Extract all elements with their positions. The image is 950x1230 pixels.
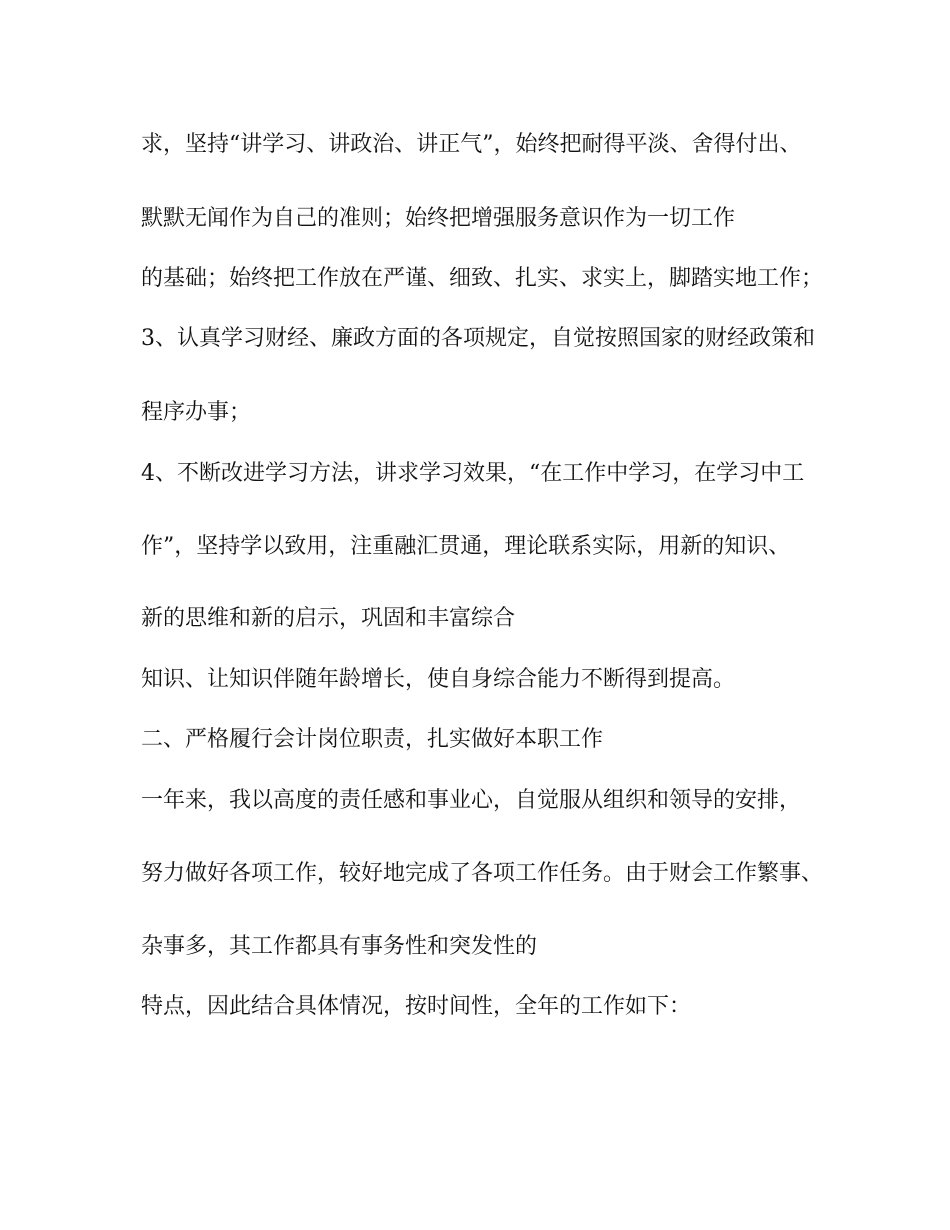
- list-item-4: 4、不断改进学习方法，讲求学习效果，“在工作中学习，在学习中工: [141, 461, 805, 486]
- text-line: 程序办事；: [141, 400, 252, 425]
- text-line: 杂事多，其工作都具有事务性和突发性的: [141, 934, 538, 959]
- text-line: 努力做好各项工作，较好地完成了各项工作任务。由于财会工作繁事、: [141, 861, 824, 886]
- text-line: 的基础；始终把工作放在严谨、细致、扎实、求实上，脚踏实地工作；: [141, 266, 824, 291]
- text-line: 一年来，我以高度的责任感和事业心，自觉服从组织和领导的安排，: [141, 788, 802, 813]
- text-line: 新的思维和新的启示，巩固和丰富综合: [141, 606, 516, 631]
- list-item-3: 3、认真学习财经、廉政方面的各项规定，自觉按照国家的财经政策和: [141, 326, 815, 351]
- section-heading: 二、严格履行会计岗位职责，扎实做好本职工作: [141, 727, 604, 752]
- text-line: 默默无闻作为自己的准则；始终把增强服务意识作为一切工作: [141, 206, 736, 231]
- text-line: 知识、让知识伴随年龄增长，使自身综合能力不断得到提高。: [141, 667, 736, 692]
- text-line: 特点，因此结合具体情况，按时间性，全年的工作如下：: [141, 994, 692, 1019]
- text-line: 作”，坚持学以致用，注重融汇贯通，理论联系实际，用新的知识、: [141, 534, 791, 559]
- text-line: 求，坚持“讲学习、讲政治、讲正气”，始终把耐得平淡、舍得付出、: [141, 132, 802, 157]
